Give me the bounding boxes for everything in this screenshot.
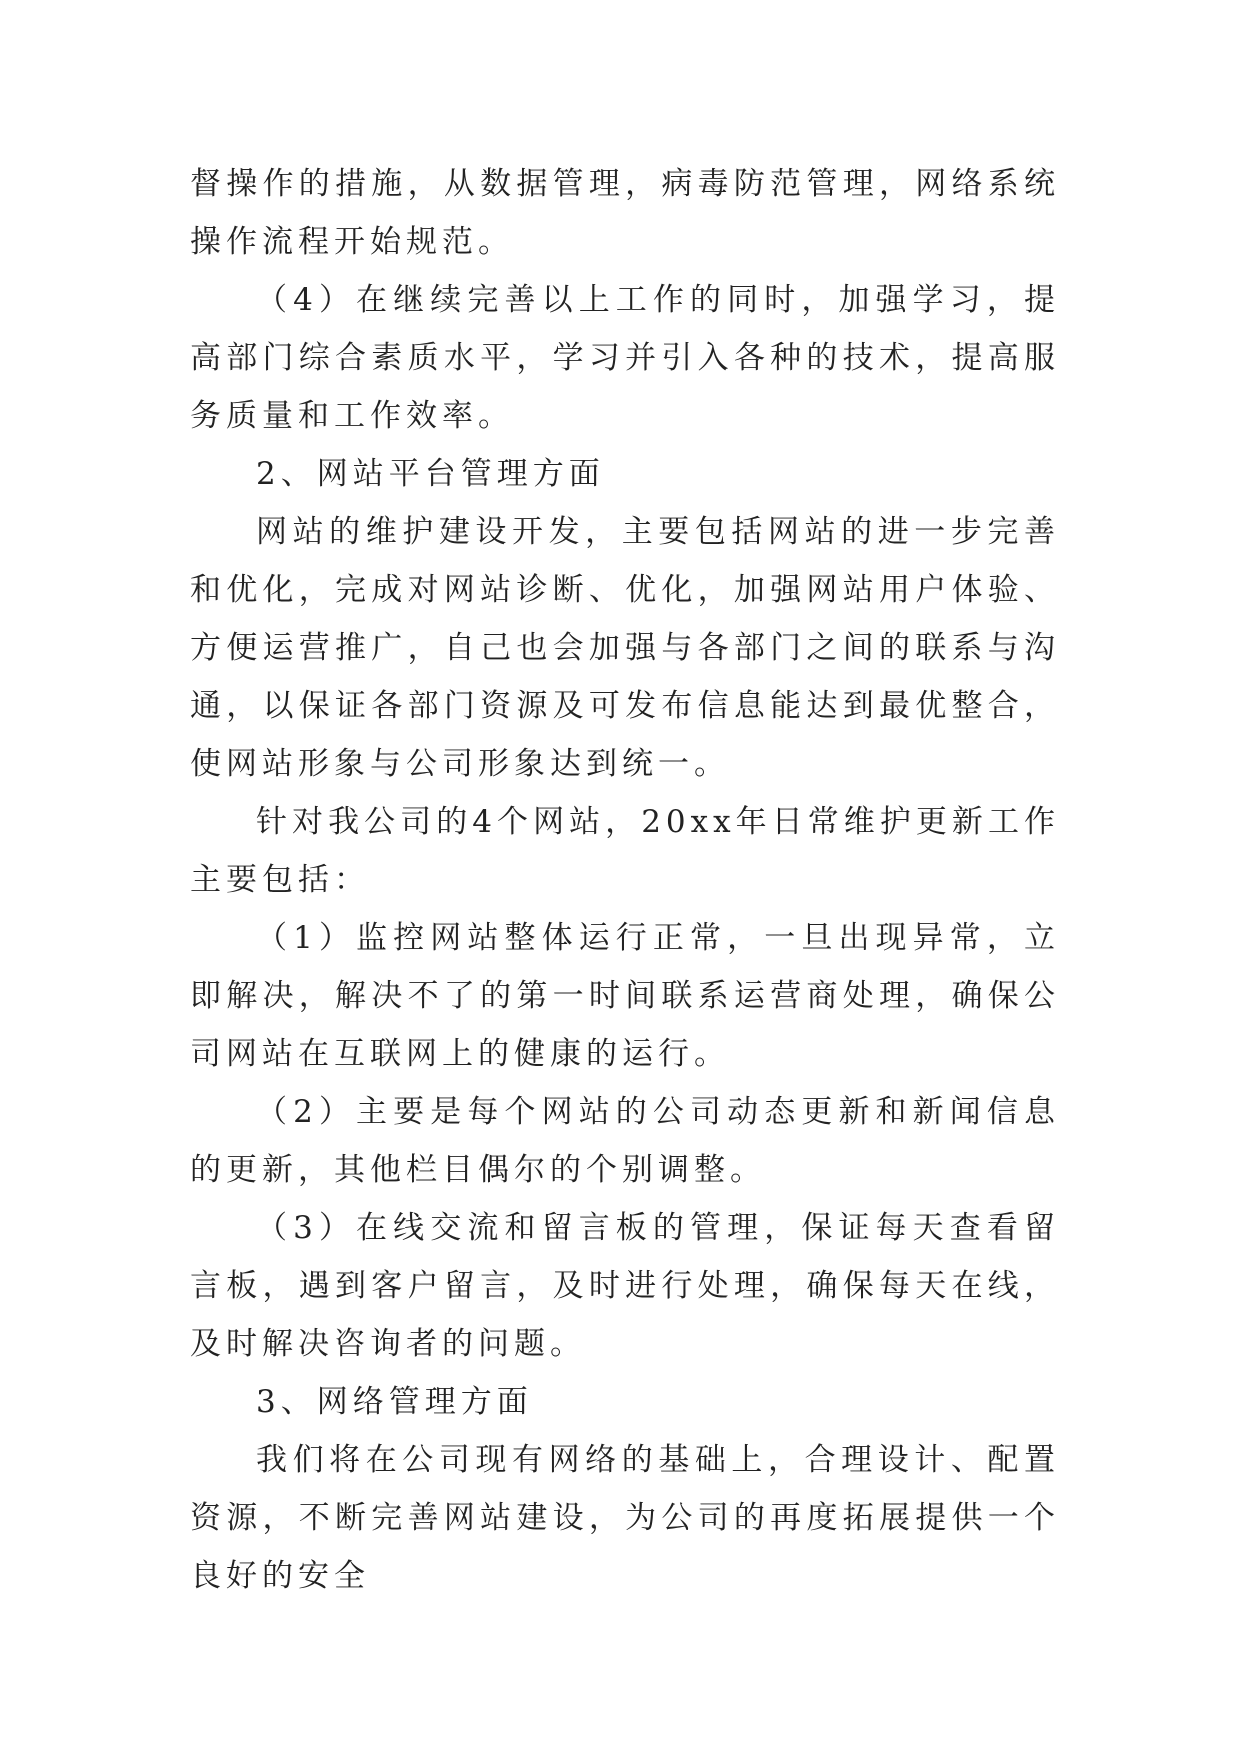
paragraph-item-2: （2）主要是每个网站的公司动态更新和新闻信息的更新，其他栏目偶尔的个别调整。 [190, 1094, 1060, 1188]
paragraph-item-4: （4）在继续完善以上工作的同时，加强学习，提高部门综合素质水平，学习并引入各种的技术，提高服务质量和工作效率。 [190, 282, 1060, 434]
paragraph-continued: 督操作的措施，从数据管理，病毒防范管理，网络系统操作流程开始规范。 [190, 166, 1060, 260]
paragraph-website-maintenance: 网站的维护建设开发，主要包括网站的进一步完善和优化，完成对网站诊断、优化，加强网站用户体验、方便运营推广，自己也会加强与各部门之间的联系与沟通，以保证各部门资源及可发布信息能达到最优整合，使网站形象与公司形象达到统一。 [190, 514, 1060, 782]
section-heading-network-management: 3、网络管理方面 [256, 1384, 533, 1420]
section-heading-website-platform: 2、网站平台管理方面 [256, 456, 605, 492]
document-body [190, 155, 1060, 1605]
paragraph-network-plan: 我们将在公司现有网络的基础上，合理设计、配置资源，不断完善网站建设，为公司的再度拓展提供一个良好的安全 [190, 1442, 1060, 1594]
paragraph-four-websites: 针对我公司的4个网站，20xx年日常维护更新工作主要包括： [190, 804, 1060, 898]
paragraph-item-1: （1）监控网站整体运行正常，一旦出现异常，立即解决，解决不了的第一时间联系运营商处理，确保公司网站在互联网上的健康的运行。 [190, 920, 1060, 1072]
paragraph-item-3: （3）在线交流和留言板的管理，保证每天查看留言板，遇到客户留言，及时进行处理，确保每天在线，及时解决咨询者的问题。 [190, 1210, 1060, 1362]
